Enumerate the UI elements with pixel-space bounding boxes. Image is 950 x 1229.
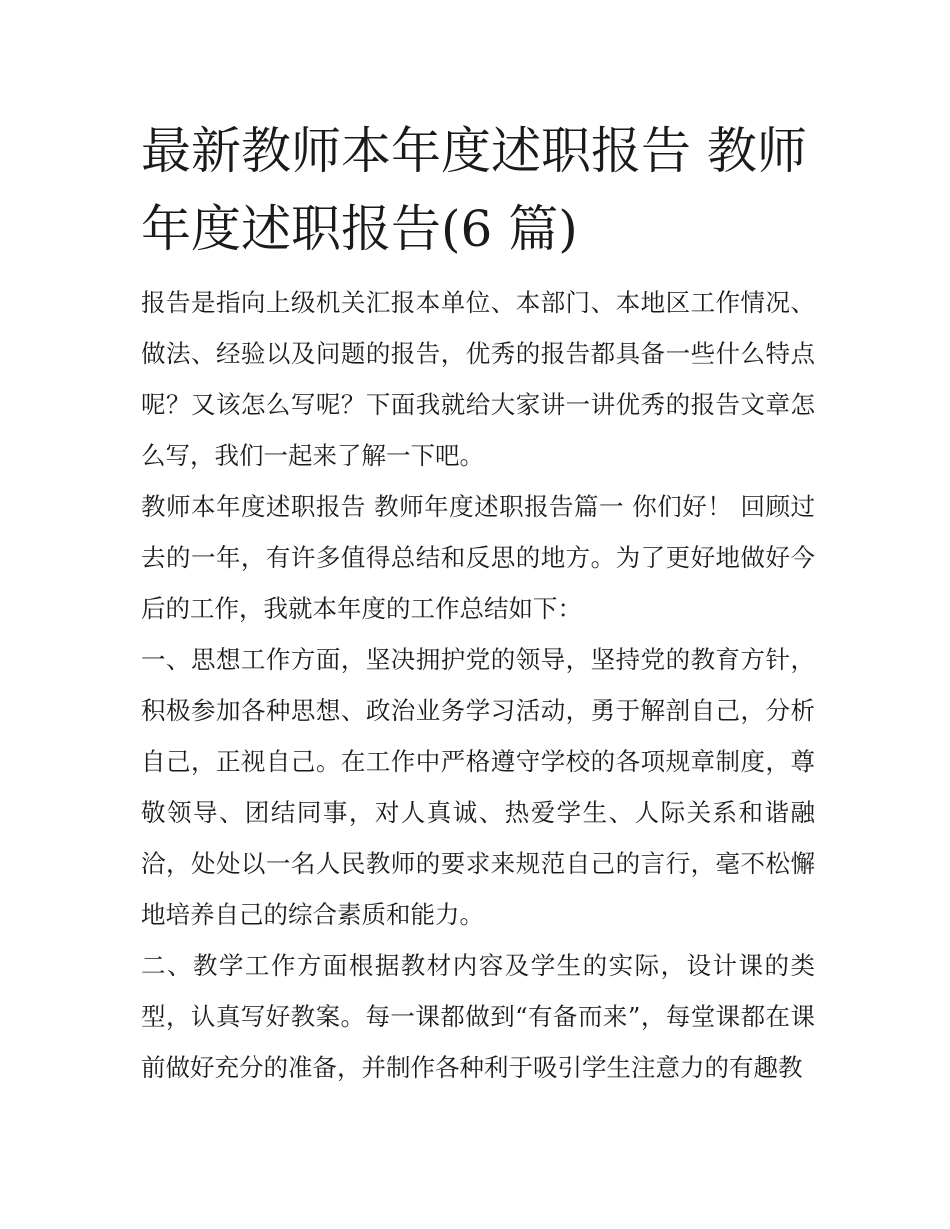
paragraph-intro: 报告是指向上级机关汇报本单位、本部门、本地区工作情况、做法、经验以及问题的报告，优秀的报告都具备一些什么特点呢？又该怎么写呢？下面我就给大家讲一讲优秀的报告文章怎么写，我们一起来了解一下吧。 xyxy=(141,288,815,470)
document-title: 最新教师本年度述职报告 教师年度述职报告(6 篇) xyxy=(141,122,807,258)
document-body xyxy=(141,277,815,1093)
paragraph-teaching: 二、教学工作方面根据教材内容及学生的实际，设计课的类型，认真写好教案。每一课都做到“有备而来”，每堂课都在课前做好充分的准备，并制作各种利于吸引学生注意力的有趣教 xyxy=(141,951,815,1082)
paragraph-ideology: 一、思想工作方面，坚决拥护党的领导，坚持党的教育方针，积极参加各种思想、政治业务学习活动，勇于解剖自己，分析自己，正视自己。在工作中严格遵守学校的各项规章制度，尊敬领导、团结同事，对人真诚、热爱学生、人际关系和谐融洽，处处以一名人民教师的要求来规范自己的言行，毫不松懈地培养自己的综合素质和能力。 xyxy=(141,645,815,929)
paragraph-opening: 教师本年度述职报告 教师年度述职报告篇一 你们好！ 回顾过去的一年，有许多值得总结和反思的地方。为了更好地做好今后的工作，我就本年度的工作总结如下： xyxy=(141,492,815,623)
